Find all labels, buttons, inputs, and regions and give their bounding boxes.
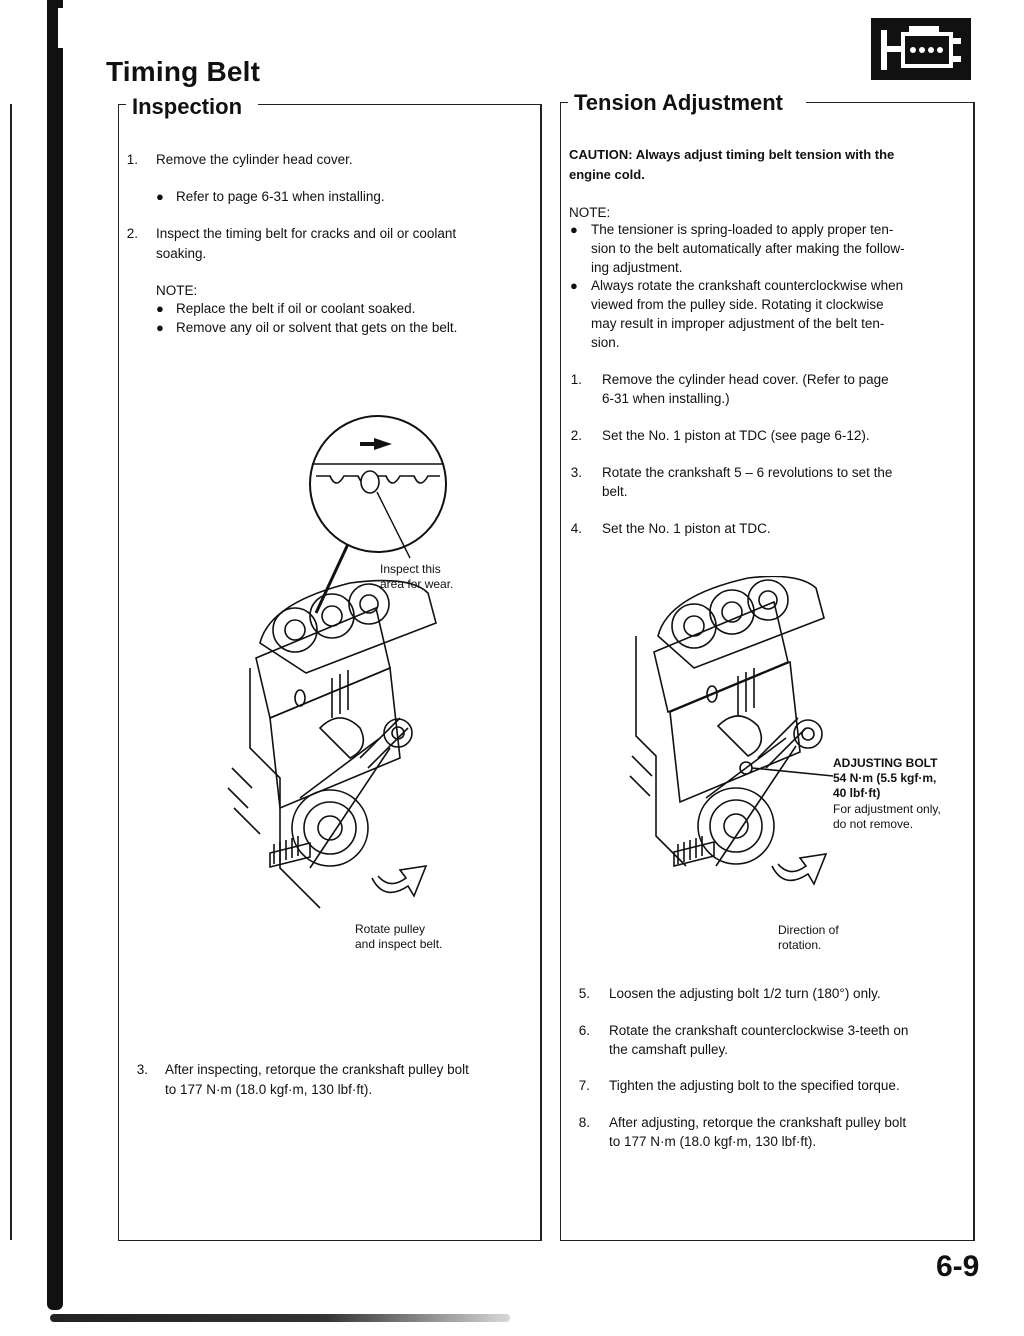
tension-step-3-line-1: Rotate the crankshaft 5 – 6 revolutions to set the [602, 465, 893, 480]
rotate-pulley-caption-line-1: Rotate pulley [355, 922, 426, 936]
inspection-step-2-number: 2. [126, 226, 138, 241]
tension-step-1-line-1: Remove the cylinder head cover. (Refer to page [602, 372, 889, 387]
tension-step-2-line-1: Set the No. 1 piston at TDC (see page 6-12). [602, 428, 870, 443]
inspection-panel-top-rule [258, 104, 540, 105]
tension-step-6-line-1: Rotate the crankshaft counterclockwise 3-teeth on [609, 1023, 909, 1038]
adjusting-bolt-torque-2: 40 lbf·ft) [833, 786, 881, 800]
tension-step-8-line-2: to 177 N·m (18.0 kgf·m, 130 lbf·ft). [609, 1134, 817, 1149]
direction-caption-line-1: Direction of [778, 923, 839, 937]
bullet: ● [570, 278, 578, 293]
tension-step-1-line-2: 6-31 when installing.) [602, 391, 730, 406]
page-title: Timing Belt [106, 56, 261, 87]
tension-note-2-line-1: Always rotate the crankshaft counterclockwise when [591, 278, 904, 293]
inspection-note-1: Replace the belt if oil or coolant soaked. [176, 301, 416, 316]
binding-notch [58, 8, 66, 48]
inspection-step-3-number: 3. [136, 1062, 148, 1077]
tension-step-2-number: 2. [570, 428, 582, 443]
page-number: 6-9 [936, 1250, 980, 1283]
tension-panel-top-rule [806, 102, 973, 103]
tension-adjustment-heading: Tension Adjustment [568, 90, 789, 116]
inspection-note-2: Remove any oil or solvent that gets on the belt. [176, 320, 458, 335]
adjusting-bolt-illustration [628, 576, 868, 916]
scan-smudge [50, 1314, 510, 1322]
bullet: ● [156, 301, 164, 316]
inspection-note-label: NOTE: [156, 283, 198, 298]
inspection-step-3-line-2: to 177 N·m (18.0 kgf·m, 130 lbf·ft). [165, 1082, 373, 1097]
adjusting-bolt-label: ADJUSTING BOLT [833, 756, 938, 770]
inspect-area-callout-line-1: Inspect this [380, 562, 441, 576]
tension-note-label: NOTE: [569, 205, 611, 220]
tension-step-6-number: 6. [578, 1023, 590, 1038]
tension-step-8-line-1: After adjusting, retorque the crankshaft pulley bolt [609, 1115, 907, 1130]
timing-belt-inspection-illustration [220, 408, 520, 948]
inspection-step-1-bullet: Refer to page 6-31 when installing. [176, 189, 385, 204]
tension-step-5-number: 5. [578, 986, 590, 1001]
tension-step-5-line-1: Loosen the adjusting bolt 1/2 turn (180°) only. [609, 986, 881, 1001]
tension-note-1-line-2: sion to the belt automatically after making the follow- [591, 241, 905, 256]
tension-step-4-line-1: Set the No. 1 piston at TDC. [602, 521, 771, 536]
adjusting-bolt-note-2: do not remove. [833, 817, 914, 831]
tension-note-2-line-4: sion. [591, 335, 620, 350]
engine-section-icon [871, 18, 971, 80]
tension-step-8-number: 8. [578, 1115, 590, 1130]
direction-caption-line-2: rotation. [778, 938, 822, 952]
inspection-step-1-number: 1. [126, 152, 138, 167]
tension-note-1-line-1: The tensioner is spring-loaded to apply proper ten- [591, 222, 894, 237]
caution-label: CAUTION: [569, 147, 633, 162]
inspection-step-2-line-1: Inspect the timing belt for cracks and oil or coolant [156, 226, 457, 241]
tension-note-2-line-3: may result in improper adjustment of the belt ten- [591, 316, 885, 331]
adjusting-bolt-note-1: For adjustment only, [833, 802, 941, 816]
tension-step-7-line-1: Tighten the adjusting bolt to the specified torque. [609, 1078, 900, 1093]
caution-line-1 [569, 145, 894, 165]
tension-step-7-number: 7. [578, 1078, 590, 1093]
bullet: ● [156, 189, 164, 204]
bullet: ● [156, 320, 164, 335]
inspection-heading: Inspection [126, 94, 248, 120]
rotate-pulley-caption-line-2: and inspect belt. [355, 937, 443, 951]
tension-step-3-line-2: belt. [602, 484, 628, 499]
inspection-step-1-text: Remove the cylinder head cover. [156, 152, 353, 167]
tension-step-3-number: 3. [570, 465, 582, 480]
tension-step-6-line-2: the camshaft pulley. [609, 1042, 729, 1057]
inspection-step-3-line-1: After inspecting, retorque the crankshaft pulley bolt [165, 1062, 469, 1077]
left-margin-rule [0, 104, 12, 1240]
bullet: ● [570, 222, 578, 237]
page-binding-edge [47, 0, 63, 1310]
tension-note-1-line-3: ing adjustment. [591, 260, 683, 275]
caution-text-1: Always adjust timing belt tension with the [635, 147, 895, 162]
tension-note-2-line-2: viewed from the pulley side. Rotating it clockwise [591, 297, 884, 312]
tension-step-4-number: 4. [570, 521, 582, 536]
tension-step-1-number: 1. [570, 372, 582, 387]
inspection-step-2-line-2: soaking. [156, 246, 207, 261]
caution-text-2: engine cold. [569, 167, 645, 182]
inspect-area-callout-line-2: area for wear. [380, 577, 454, 591]
adjusting-bolt-torque-1: 54 N·m (5.5 kgf·m, [833, 771, 937, 785]
